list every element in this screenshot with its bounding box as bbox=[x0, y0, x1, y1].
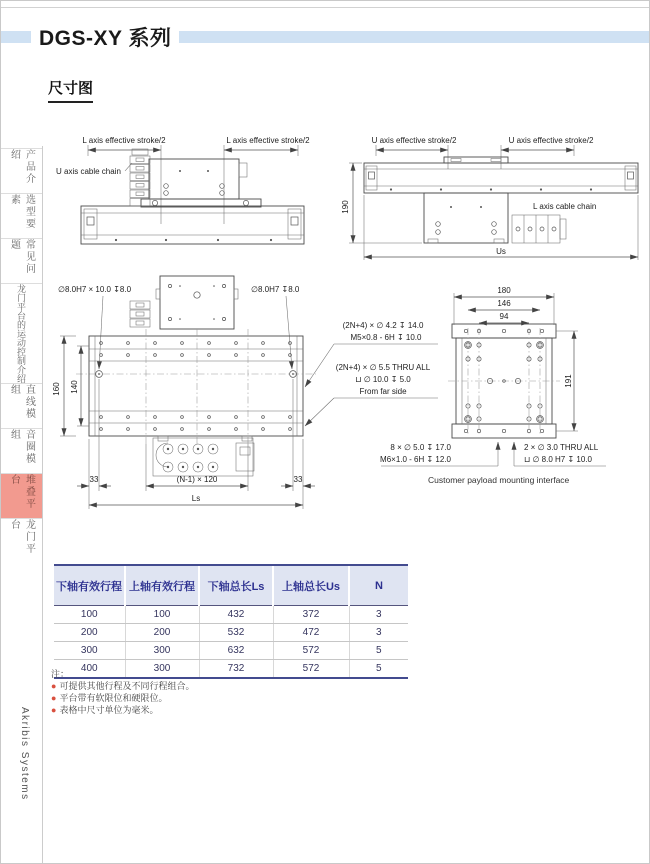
l-axis-cable-chain-label: L axis cable chain bbox=[533, 202, 597, 211]
col-header-upper-length: 上轴总长Us bbox=[273, 565, 349, 606]
table-cell: 432 bbox=[199, 606, 273, 624]
payload-note-left-line2: M6×1.0 - 6H ↧ 12.0 bbox=[380, 455, 451, 464]
payload-dim-94-label: 94 bbox=[499, 312, 509, 321]
brand-logo-text: Akribis Systems bbox=[19, 707, 30, 801]
payload-note-right-line2: ⊔ ∅ 8.0 H7 ↧ 10.0 bbox=[524, 455, 592, 464]
plan-cable-chain-drawing bbox=[153, 436, 254, 476]
u-axis-cable-chain-label: U axis cable chain bbox=[56, 167, 121, 176]
table-row bbox=[54, 642, 408, 660]
top-divider bbox=[1, 7, 649, 8]
payload-note-left-line1: 8 × ∅ 5.0 ↧ 17.0 bbox=[390, 443, 451, 452]
sidebar-item-faq[interactable]: 常见问题 bbox=[1, 238, 42, 283]
callout-note1-line1: (2N+4) × ∅ 4.2 ↧ 14.0 bbox=[342, 321, 424, 330]
plan-mounting-holes bbox=[100, 342, 292, 431]
payload-caption: Customer payload mounting interface bbox=[428, 475, 570, 485]
col-header-lower-stroke: 下轴有效行程 bbox=[54, 565, 125, 606]
table-row bbox=[54, 624, 408, 642]
table-row bbox=[54, 606, 408, 624]
bullet-icon: ● bbox=[51, 705, 57, 715]
plan-callout-right-label: ∅8.0H7 ↧8.0 bbox=[251, 285, 300, 294]
footnote-title: 注： bbox=[51, 669, 70, 679]
payload-dim-146-label: 146 bbox=[497, 299, 511, 308]
payload-note-right-line1: 2 × ∅ 3.0 THRU ALL bbox=[524, 443, 599, 452]
sidebar-item-gantry-motion-control[interactable]: 龙门平台的运动控制介绍 bbox=[1, 283, 42, 383]
table-cell: 732 bbox=[199, 660, 273, 679]
plan-dim-160-label: 160 bbox=[52, 382, 61, 396]
side-view bbox=[341, 136, 638, 260]
table-cell: 100 bbox=[54, 606, 125, 624]
footnote-text: 可提供其他行程及不同行程组合。 bbox=[59, 681, 195, 691]
sidebar-item-gantry-stage[interactable]: 龙门平台 bbox=[1, 518, 42, 566]
footnote-item bbox=[51, 704, 194, 716]
plan-edge-right-dim-label: 33 bbox=[293, 475, 303, 484]
col-header-lower-length: 下轴总长Ls bbox=[199, 565, 273, 606]
table-cell: 200 bbox=[125, 624, 199, 642]
payload-dim-191-label: 191 bbox=[564, 374, 573, 388]
plan-pitch-dim-label: (N-1) × 120 bbox=[176, 475, 218, 484]
stroke-spec-table bbox=[54, 564, 408, 679]
table-cell: 472 bbox=[273, 624, 349, 642]
footnote-text: 表格中尺寸单位为毫米。 bbox=[59, 705, 159, 715]
table-cell: 5 bbox=[349, 660, 408, 679]
table-cell: 300 bbox=[125, 660, 199, 679]
plan-dim-140-label: 140 bbox=[70, 380, 79, 394]
side-stroke-dim-left-label: U axis effective stroke/2 bbox=[371, 136, 457, 145]
front-stroke-dim-left-label: L axis effective stroke/2 bbox=[82, 136, 166, 145]
col-header-n: N bbox=[349, 565, 408, 606]
plan-edge-left-dim-label: 33 bbox=[89, 475, 99, 484]
callout-note2-line3: From far side bbox=[359, 387, 407, 396]
table-cell: 300 bbox=[125, 642, 199, 660]
sidebar-item-linear-module[interactable]: 直线模组 bbox=[1, 383, 42, 428]
callout-note1-line2: M5×0.8 - 6H ↧ 10.0 bbox=[350, 333, 422, 342]
footnotes bbox=[51, 668, 194, 716]
footnote-text: 平台带有软限位和硬限位。 bbox=[59, 693, 168, 703]
table-cell: 372 bbox=[273, 606, 349, 624]
accent-bar-left bbox=[1, 31, 31, 43]
l-axis-cable-chain-drawing bbox=[512, 215, 566, 243]
dimension-drawing-svg bbox=[46, 129, 646, 541]
title-bar bbox=[1, 27, 649, 50]
front-stroke-dim-right-label: L axis effective stroke/2 bbox=[226, 136, 310, 145]
callout-note2-line1: (2N+4) × ∅ 5.5 THRU ALL bbox=[335, 363, 431, 372]
table-cell: 5 bbox=[349, 642, 408, 660]
table-cell: 400 bbox=[54, 660, 125, 679]
sidebar-item-product-intro[interactable]: 产品介绍 bbox=[1, 148, 42, 193]
table-cell: 100 bbox=[125, 606, 199, 624]
side-total-length-label: Us bbox=[496, 247, 506, 256]
bullet-icon: ● bbox=[51, 681, 57, 691]
bullet-icon: ● bbox=[51, 693, 57, 703]
col-header-upper-stroke: 上轴有效行程 bbox=[125, 565, 199, 606]
section-title: 尺寸图 bbox=[48, 77, 93, 103]
plan-view bbox=[52, 276, 316, 509]
side-stroke-dim-right-label: U axis effective stroke/2 bbox=[508, 136, 594, 145]
hole-callout-notes bbox=[305, 321, 438, 426]
payload-plate-view bbox=[380, 286, 606, 485]
table-cell: 532 bbox=[199, 624, 273, 642]
dimension-drawings bbox=[46, 129, 646, 541]
table-cell: 572 bbox=[273, 642, 349, 660]
table-cell: 3 bbox=[349, 624, 408, 642]
sidebar-item-selection[interactable]: 选型要素 bbox=[1, 193, 42, 238]
u-axis-cable-chain-drawing bbox=[130, 149, 150, 206]
plan-callout-left-label: ∅8.0H7 × 10.0 ↧8.0 bbox=[58, 285, 132, 294]
sidebar-item-voice-coil[interactable]: 音圈模组 bbox=[1, 428, 42, 473]
footnote-item bbox=[51, 680, 194, 692]
accent-bar-right bbox=[179, 31, 649, 43]
callout-note2-line2: ⊔ ∅ 10.0 ↧ 5.0 bbox=[355, 375, 411, 384]
footnote-item bbox=[51, 692, 194, 704]
table-cell: 200 bbox=[54, 624, 125, 642]
table-cell: 3 bbox=[349, 606, 408, 624]
plan-total-length-label: Ls bbox=[191, 494, 201, 503]
side-height-dim-label: 190 bbox=[341, 200, 350, 214]
payload-dim-180-label: 180 bbox=[497, 286, 511, 295]
table-cell: 572 bbox=[273, 660, 349, 679]
page-title: DGS-XY 系列 bbox=[39, 27, 172, 50]
front-view bbox=[56, 136, 310, 244]
table-cell: 300 bbox=[54, 642, 125, 660]
sidebar-item-stacked-stage[interactable]: 堆叠平台 bbox=[1, 473, 42, 518]
table-header-row bbox=[54, 565, 408, 606]
table-cell: 632 bbox=[199, 642, 273, 660]
